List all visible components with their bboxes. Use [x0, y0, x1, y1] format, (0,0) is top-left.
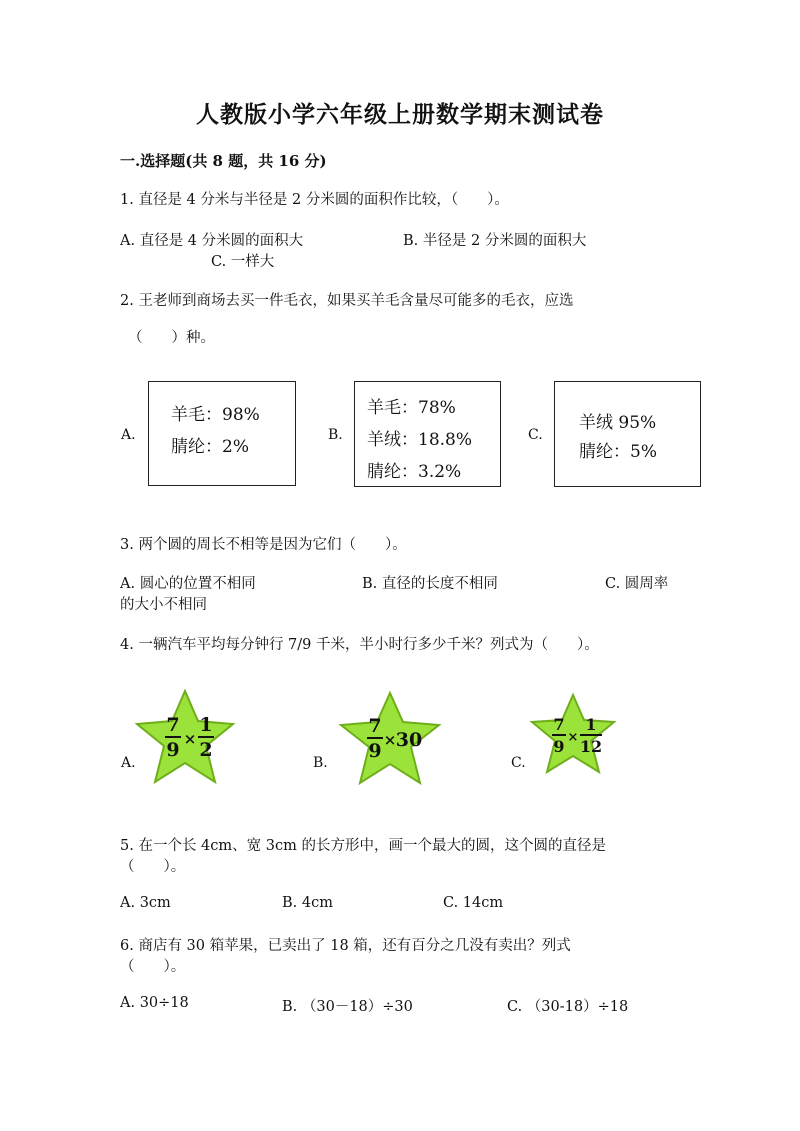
- question-2-option-a-label[interactable]: A.: [121, 427, 136, 443]
- question-2-text: 2. 王老师到商场去买一件毛衣，如果买羊毛含量尽可能多的毛衣，应选: [120, 293, 574, 309]
- star-c-num: 7: [553, 715, 565, 734]
- question-6-option-a[interactable]: A. 30÷18: [120, 995, 189, 1011]
- box-a-line-2: 腈纶：2%: [171, 437, 249, 457]
- star-c-num2: 1: [585, 715, 597, 734]
- question-4-text: 4. 一辆汽车平均每分钟行 7/9 千米，半小时行多少千米？列式为（ ）。: [120, 637, 599, 653]
- question-1-text: 1. 直径是 4 分米与半径是 2 分米圆的面积作比较，（ ）。: [120, 192, 509, 208]
- question-5-text-cont: （ ）。: [120, 859, 186, 875]
- question-3-option-b[interactable]: B. 直径的长度不相同: [362, 576, 498, 592]
- question-4-option-a-label[interactable]: A.: [121, 755, 136, 771]
- question-5-option-b[interactable]: B. 4cm: [282, 895, 333, 911]
- question-4-option-b-label[interactable]: B.: [313, 755, 328, 771]
- question-5-text: 5. 在一个长 4cm、宽 3cm 的长方形中，画一个最大的圆，这个圆的直径是: [120, 838, 606, 854]
- box-a-line-1: 羊毛：98%: [171, 405, 260, 425]
- question-1-option-a[interactable]: A. 直径是 4 分米圆的面积大: [120, 233, 304, 249]
- question-3-option-c[interactable]: C. 圆周率: [605, 576, 669, 592]
- question-4-option-c-label[interactable]: C.: [511, 755, 526, 771]
- question-5-option-c[interactable]: C. 14cm: [443, 895, 504, 911]
- page-title: 人教版小学六年级上册数学期末测试卷: [196, 101, 604, 128]
- question-6-option-b[interactable]: B. （30－18）÷30: [282, 999, 413, 1015]
- star-b-op: ×: [383, 731, 397, 749]
- question-2-text-cont: （ ）种。: [128, 330, 215, 346]
- question-2-box-c[interactable]: [554, 381, 701, 487]
- question-6-option-c[interactable]: C. （30-18）÷18: [507, 999, 629, 1015]
- box-c-line-1: 羊绒 95%: [579, 413, 657, 433]
- star-c-op: ×: [567, 730, 579, 745]
- star-a-den2: 2: [199, 739, 213, 761]
- star-a-op: ×: [183, 730, 197, 748]
- star-a-den: 9: [166, 739, 180, 761]
- question-2-box-b[interactable]: [354, 381, 501, 487]
- question-4-star-a[interactable]: [133, 688, 237, 786]
- question-4-star-c[interactable]: [528, 692, 618, 776]
- box-b-line-2: 羊绒：18.8%: [367, 430, 473, 450]
- question-1-option-b[interactable]: B. 半径是 2 分米圆的面积大: [403, 233, 587, 249]
- box-b-line-1: 羊毛：78%: [367, 398, 456, 418]
- star-b-den: 9: [368, 740, 382, 762]
- question-3-option-a[interactable]: A. 圆心的位置不相同: [120, 576, 256, 592]
- box-c-line-2: 腈纶：5%: [579, 442, 657, 462]
- question-6-text-cont: （ ）。: [120, 959, 186, 975]
- question-2-box-a[interactable]: [148, 381, 296, 486]
- star-a-num: 7: [166, 714, 180, 736]
- box-b-line-3: 腈纶：3.2%: [367, 462, 462, 482]
- star-b-val: 30: [395, 729, 423, 751]
- question-4-star-b[interactable]: [337, 690, 443, 786]
- question-2-option-c-label[interactable]: C.: [528, 427, 543, 443]
- star-c-den2: 12: [579, 737, 603, 756]
- question-5-option-a[interactable]: A. 3cm: [120, 895, 171, 911]
- star-c-den: 9: [553, 737, 565, 756]
- question-1-option-c[interactable]: C. 一样大: [211, 254, 275, 270]
- question-6-text: 6. 商店有 30 箱苹果，已卖出了 18 箱，还有百分之几没有卖出？列式: [120, 938, 571, 954]
- star-a-num2: 1: [199, 714, 213, 736]
- question-3-text: 3. 两个圆的周长不相等是因为它们（ ）。: [120, 537, 407, 553]
- question-3-option-c-cont: 的大小不相同: [120, 597, 207, 613]
- section-heading: 一.选择题(共 8 题，共 16 分): [120, 152, 327, 170]
- star-b-num: 7: [368, 715, 382, 737]
- question-2-option-b-label[interactable]: B.: [328, 427, 343, 443]
